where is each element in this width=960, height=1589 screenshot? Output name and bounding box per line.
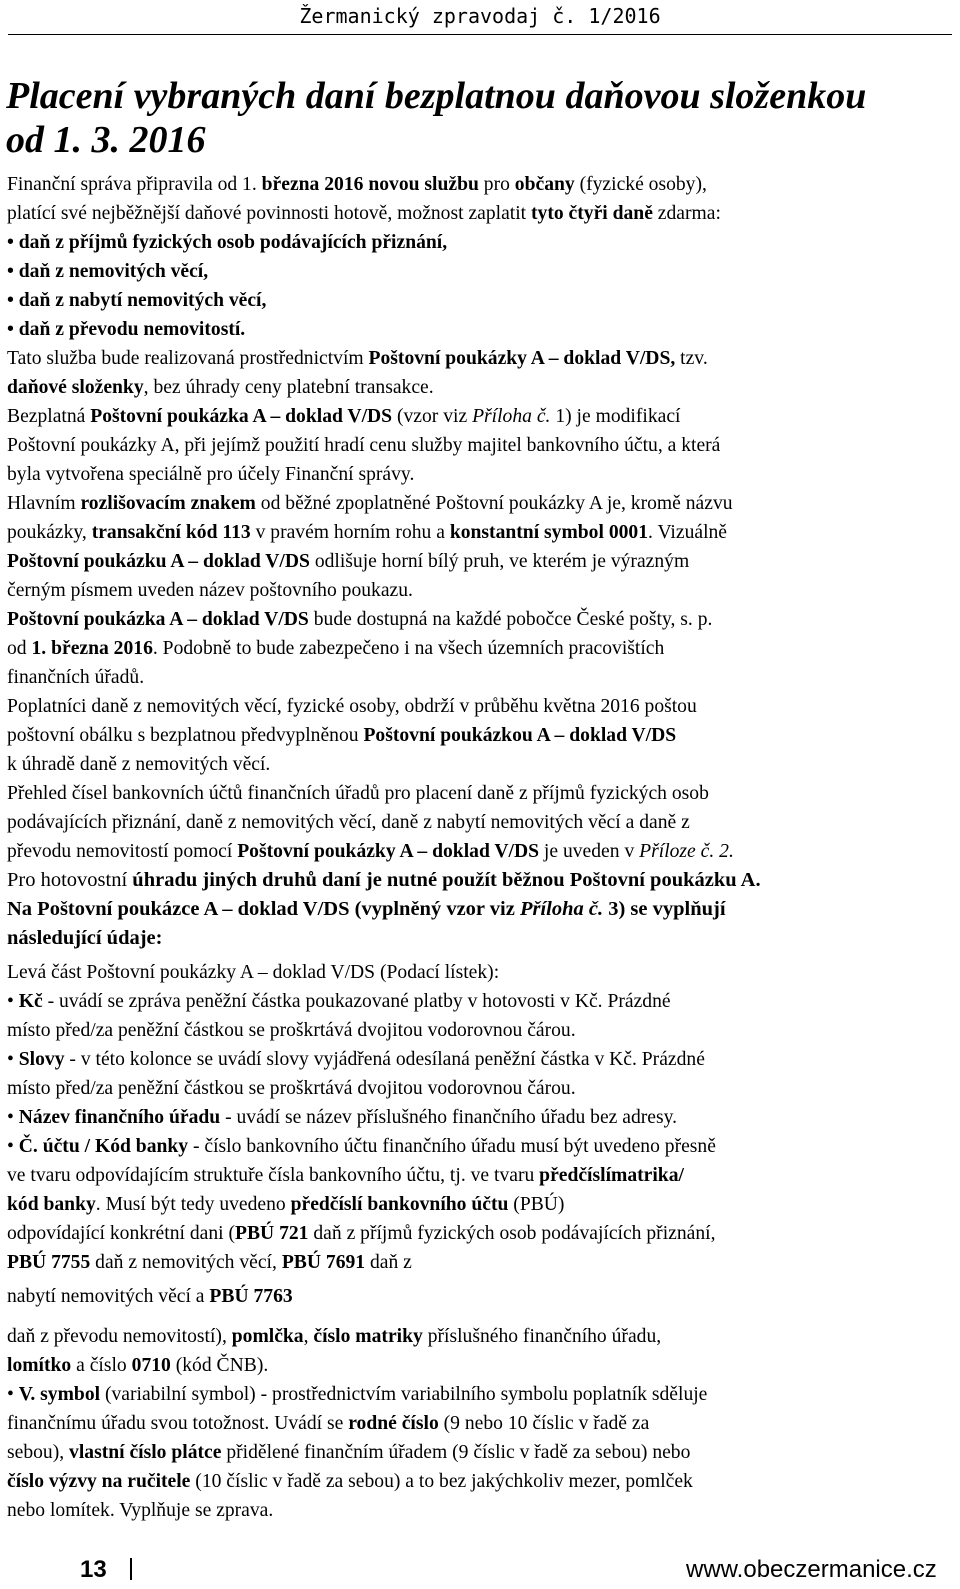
text-run: sebou), [7,1442,70,1463]
text-run: transakční kód 113 [91,522,251,543]
text-run: rodné číslo [348,1413,439,1434]
body-line [7,692,947,721]
text-run: podávajících přiznání, daně z nemovitých věcí, daně z nabytí nemovitých věcí a daně z [7,812,690,833]
text-run: • daň z nemovitých věcí, [7,261,209,282]
text-run: daňové složenky [7,377,144,398]
text-run: číslo matriky [313,1326,423,1347]
text-run: konstantní symbol 0001 [449,522,649,543]
text-run: V. symbol [18,1384,101,1405]
text-run: Poštovní poukázka A – doklad V/DS [7,609,309,630]
text-run: daň z převodu nemovitostí), [7,1326,232,1347]
text-run: • [7,991,19,1012]
body-line [7,808,947,837]
text-run: Finanční správa připravila od 1. [7,174,262,195]
text-run: Příloze č. 2. [639,841,734,862]
text-run: 0710 [131,1355,171,1376]
text-run: platící své nejběžnější daňové povinnosti hotově, možnost zaplatit [7,203,532,224]
text-run: Poštovní poukázky A – doklad V/DS [237,841,540,862]
body-line [7,866,947,895]
text-run: (fyzické osoby), [574,174,707,195]
text-run: - uvádí se zpráva peněžní částka poukazované platby v hotovosti v Kč. Prázdné [42,991,671,1012]
body-line [7,373,947,402]
text-run: tyto čtyři daně [531,203,653,224]
text-run: Příloha č. [519,898,604,920]
text-run: občany [514,174,575,195]
text-run: daň z [365,1252,412,1273]
text-run: Kč [18,991,43,1012]
body-line [7,987,947,1016]
body-line [7,315,947,344]
text-run: lomítko [7,1355,72,1376]
body-line [7,1219,947,1248]
article-title [6,74,946,162]
text-run: předčíslí bankovního účtu [290,1194,509,1215]
text-run: odlišuje horní bílý pruh, ve kterém je výrazným [309,551,690,572]
text-run: - uvádí se název příslušného finančního úřadu bez adresy. [220,1107,678,1128]
body-line [7,1409,947,1438]
text-run: • daň z nabytí nemovitých věcí, [7,290,267,311]
text-run: následující údaje: [7,927,163,949]
text-run: 3) se vyplňují [603,898,726,920]
text-run: Hlavním [7,493,81,514]
text-run: nebo lomítek. Vyplňuje se zprava. [7,1500,274,1521]
body-line [7,576,947,605]
body-line [7,837,947,866]
article-title-line2: od 1. 3. 2016 [6,119,206,161]
text-run: Název finančního úřadu [18,1107,221,1128]
text-run: předčíslímatrika/ [539,1165,684,1186]
text-run: číslo výzvy na ručitele [7,1471,191,1492]
text-run: daň z nemovitých věcí, [90,1252,282,1273]
body-line [7,1322,947,1351]
text-run: , [303,1326,314,1347]
text-run: Bezplatná [7,406,91,427]
text-run: místo před/za peněžní částkou se proškrtává dvojitou vodorovnou čárou. [7,1078,576,1099]
text-run: daň z příjmů fyzických osob podávajících přiznání, [308,1223,716,1244]
text-run: ve tvaru odpovídajícím struktuře čísla bankovního účtu, tj. ve tvaru [7,1165,540,1186]
text-run: a číslo [71,1355,132,1376]
text-run: převodu nemovitostí pomocí [7,841,238,862]
text-run: 1) je modifikací [550,406,681,427]
text-run: Přehled čísel bankovních účtů finančních úřadů pro placení daně z příjmů fyzických osob [7,783,709,804]
header-rule [8,34,952,35]
body-line [7,634,947,663]
text-run: v pravém horním rohu a [250,522,450,543]
text-run: finančnímu úřadu svou totožnost. Uvádí se [7,1413,349,1434]
body-line [7,750,947,779]
text-run: je uveden v [539,841,640,862]
text-run: finančních úřadů. [7,667,145,688]
text-run: poukázky, [7,522,92,543]
body-line [7,228,947,257]
body-line [7,1248,947,1277]
body-line [7,958,947,987]
text-run: Poplatníci daně z nemovitých věcí, fyzické osoby, obdrží v průběhu května 2016 poštou [7,696,697,717]
body-line [7,605,947,634]
text-run: • daň z převodu nemovitostí. [7,319,246,340]
text-run: Slovy [18,1049,65,1070]
text-run: Poštovní poukázkou A – doklad V/DS [363,725,677,746]
body-line [7,199,947,228]
text-run: Levá část Poštovní poukázky A – doklad V/DS (Podací lístek): [7,962,500,983]
text-run: (vzor viz [392,406,473,427]
text-run: tzv. [675,348,708,369]
text-run: • [7,1049,19,1070]
text-run: Poštovní poukázku A – doklad V/DS [7,551,310,572]
text-run: Příloha č. [472,406,551,427]
body-line [7,1161,947,1190]
footer-website-link[interactable]: www.obeczermanice.cz [686,1556,937,1583]
text-run: byla vytvořena speciálně pro účely Finanční správy. [7,464,415,485]
text-run: PBÚ 7763 [209,1286,293,1307]
body-line [7,286,947,315]
text-run: přidělené finančním úřadem (9 číslic v řadě za sebou) nebo [221,1442,691,1463]
page-number: 13 [80,1556,107,1583]
text-run: • [7,1107,19,1128]
body-line [7,1190,947,1219]
text-run: (9 nebo 10 číslic v řadě za [438,1413,650,1434]
text-run: Tato služba bude realizovaná prostřednictvím [7,348,369,369]
body-line [7,1045,947,1074]
text-run: PBÚ 7691 [281,1252,366,1273]
body-line [7,460,947,489]
text-run: pomlčka [231,1326,304,1347]
body-line [7,431,947,460]
body-line [7,1351,947,1380]
text-run: k úhradě daně z nemovitých věcí. [7,754,271,775]
text-run: • daň z příjmů fyzických osob podávajících přiznání, [7,232,448,253]
text-run: (10 číslic v řadě za sebou) a to bez jakýchkoliv mezer, pomlček [190,1471,693,1492]
body-line [7,1380,947,1409]
text-run: . Vizuálně [648,522,728,543]
body-line [7,489,947,518]
text-run: (PBÚ) [508,1194,565,1215]
text-run: úhradu jiných druhů daní je nutné použít běžnou Poštovní poukázku A. [132,869,761,891]
body-line [7,1438,947,1467]
body-line [7,1074,947,1103]
text-run: odpovídající konkrétní dani ( [7,1223,235,1244]
newsletter-header: Žermanický zpravodaj č. 1/2016 [299,4,661,28]
body-line [7,518,947,547]
text-run: vlastní číslo plátce [69,1442,222,1463]
body-line [7,1467,947,1496]
text-run: Na Poštovní poukázce A – doklad V/DS (vyplněný vzor viz [7,898,520,920]
text-run: bude dostupná na každé pobočce České pošty, s. p. [308,609,713,630]
body-line [7,1496,947,1525]
text-run: Č. účtu / Kód banky [18,1136,189,1157]
article-body [7,170,947,1525]
text-run: pro [478,174,515,195]
text-run: • [7,1136,19,1157]
text-run: - v této kolonce se uvádí slovy vyjádřená odesílaná peněžní částka v Kč. Prázdné [64,1049,705,1070]
body-line [7,402,947,431]
text-run: 1. března 2016 [31,638,153,659]
page-footer [0,1546,960,1586]
text-run: kód banky [7,1194,96,1215]
text-run: Poštovní poukázky A – doklad V/DS, [368,348,676,369]
text-run: nabytí nemovitých věcí a [7,1286,210,1307]
body-line [7,257,947,286]
body-line [7,779,947,808]
body-line [7,721,947,750]
body-line [7,663,947,692]
text-run: poštovní obálku s bezplatnou předvyplněnou [7,725,364,746]
body-line [7,547,947,576]
text-run: , bez úhrady ceny platební transakce. [143,377,434,398]
text-run: • [7,1384,19,1405]
text-run: (kód ČNB). [170,1355,269,1376]
text-run: března 2016 novou službu [261,174,479,195]
text-run: zdarma: [652,203,721,224]
body-line [7,1016,947,1045]
body-line [7,1132,947,1161]
text-run: . Musí být tedy uvedeno [95,1194,291,1215]
body-line [7,1103,947,1132]
text-run: Pro hotovostní [7,869,133,891]
body-line [7,170,947,199]
article-title-line1: Placení vybraných daní bezplatnou daňovou složenkou [6,75,867,117]
footer-divider [130,1558,132,1580]
body-line [7,895,947,924]
text-run: od běžné zpoplatněné Poštovní poukázky A je, kromě názvu [255,493,733,514]
text-run: místo před/za peněžní částkou se proškrtává dvojitou vodorovnou čárou. [7,1020,576,1041]
text-run: Poštovní poukázka A – doklad V/DS [90,406,393,427]
body-line [7,924,947,953]
body-line [7,1282,947,1311]
text-run: černým písmem uveden název poštovního poukazu. [7,580,413,601]
text-run: PBÚ 7755 [7,1252,91,1273]
text-run: PBÚ 721 [235,1223,309,1244]
text-run: . Podobně to bude zabezpečeno i na všech územních pracovištích [152,638,665,659]
body-line [7,344,947,373]
text-run: - číslo bankovního účtu finančního úřadu musí být uvedeno přesně [188,1136,716,1157]
text-run: (variabilní symbol) - prostřednictvím variabilního symbolu poplatník sděluje [100,1384,708,1405]
text-run: příslušného finančního úřadu, [422,1326,662,1347]
text-run: rozlišovacím znakem [80,493,256,514]
text-run: od [7,638,32,659]
text-run: Poštovní poukázky A, při jejímž použití hradí cenu služby majitel bankovního účtu, a která [7,435,721,456]
